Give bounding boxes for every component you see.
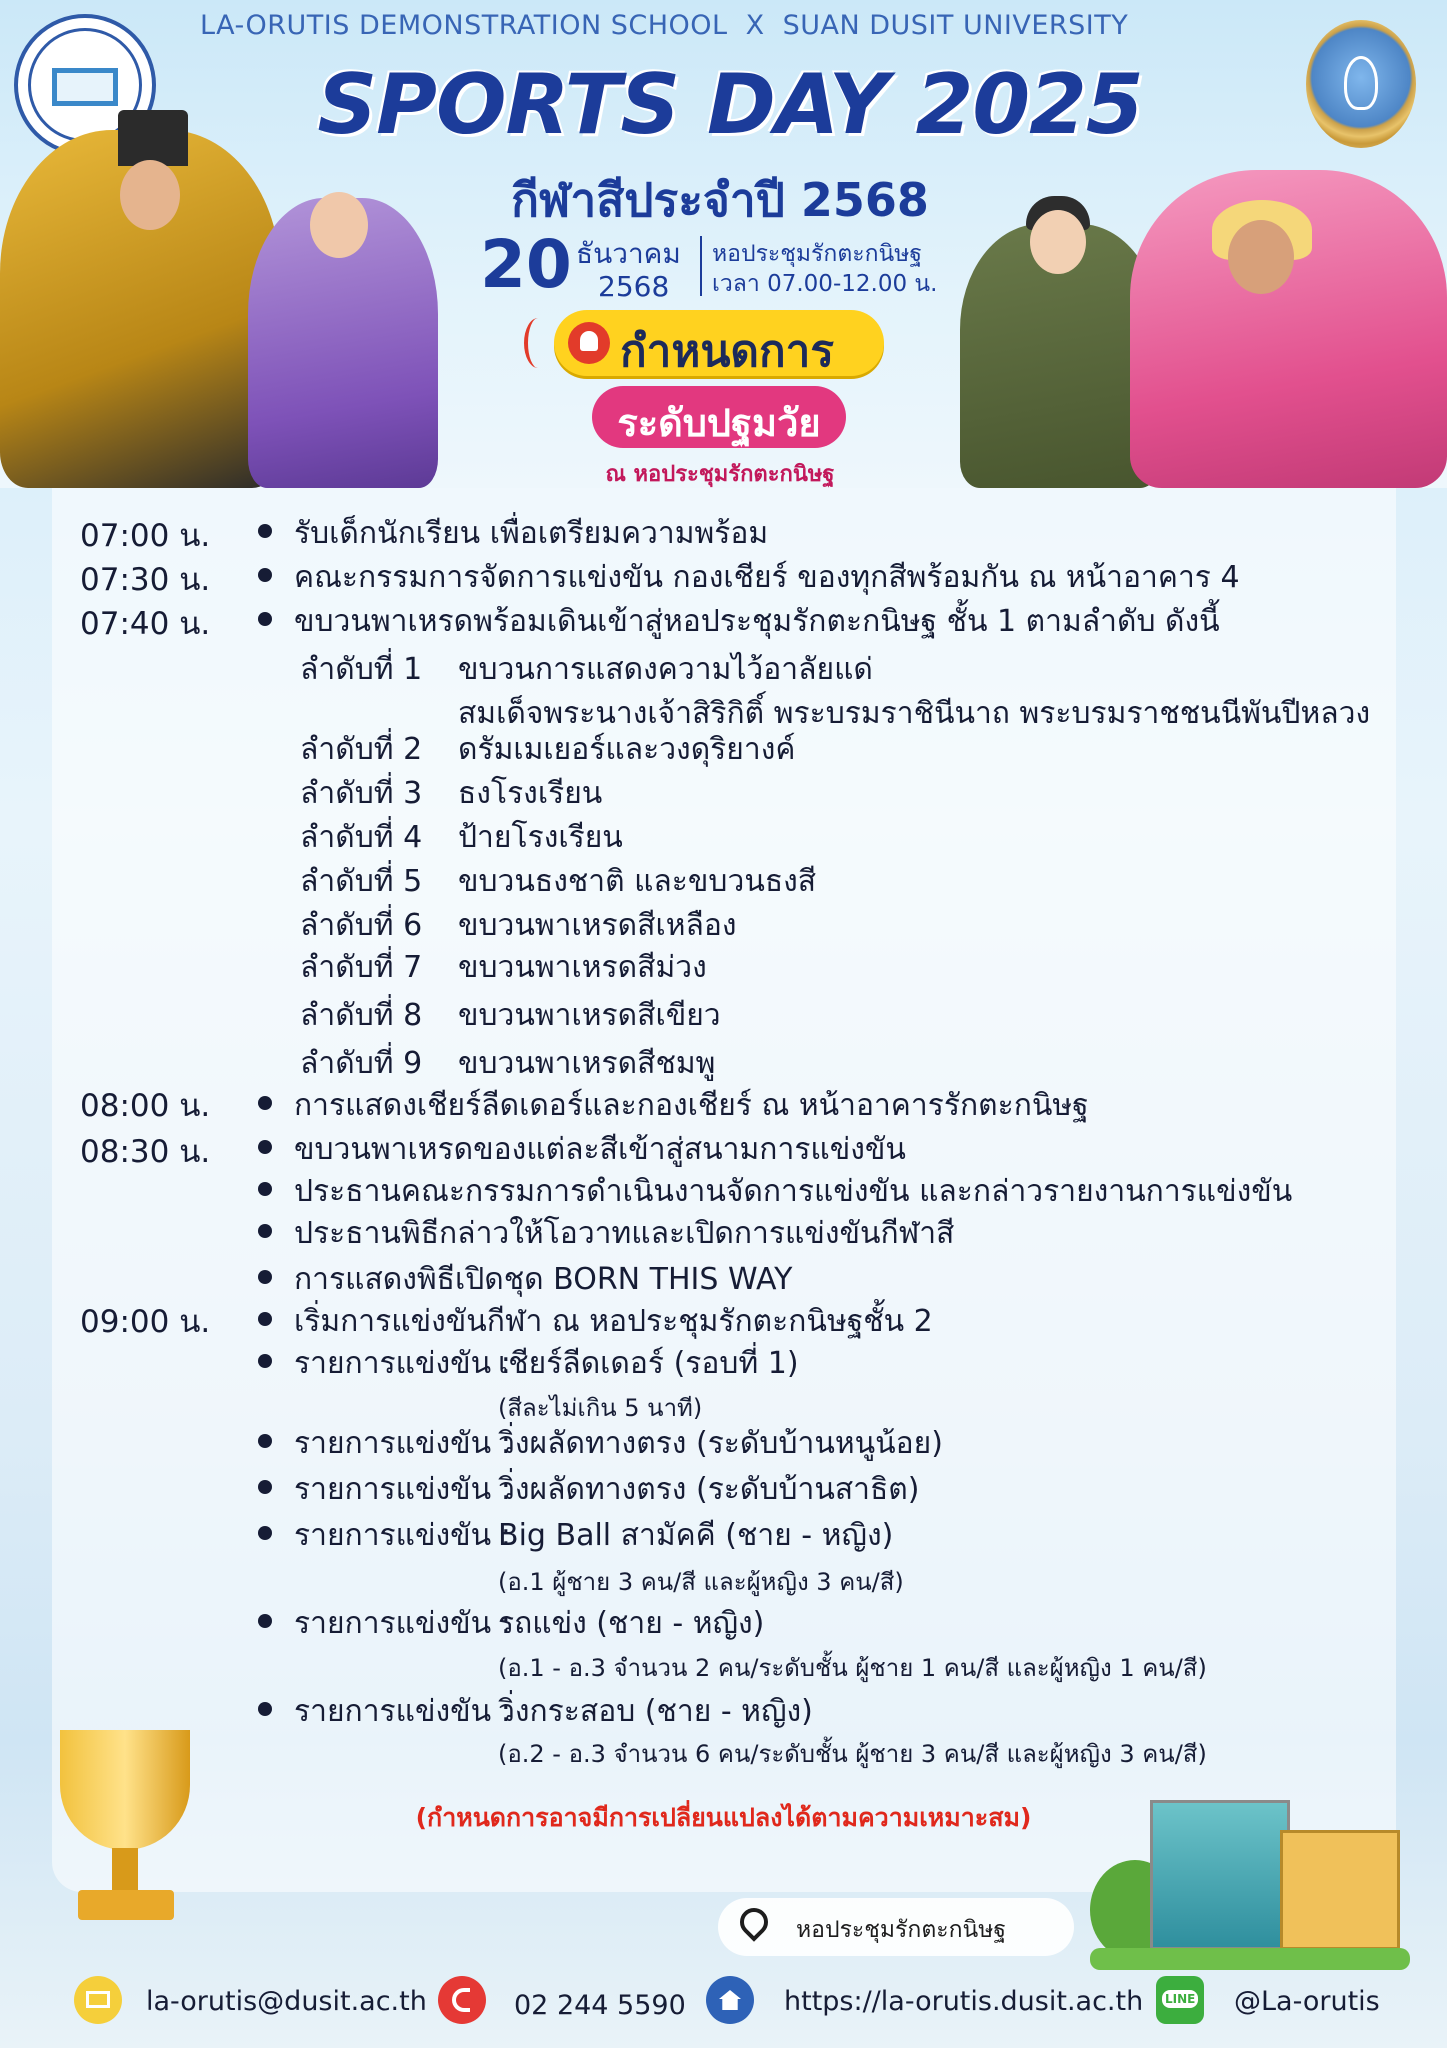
bullet <box>258 1096 272 1110</box>
competition-name: วิ่งผลัดทางตรง (ระดับบ้านสาธิต) <box>498 1472 920 1507</box>
sequence-number: ลำดับที่ 7 <box>300 950 423 985</box>
bullet <box>258 1702 272 1716</box>
sequence-desc-continued: สมเด็จพระนางเจ้าสิริกิติ์ พระบรมราชินีนาถ พระบรมราชชนนีพันปีหลวง <box>458 696 1371 731</box>
competition-note: (สีละไม่เกิน 5 นาที) <box>498 1394 703 1422</box>
sequence-number: ลำดับที่ 5 <box>300 864 423 899</box>
item-0800: การแสดงเชียร์ลีดเดอร์และกองเชียร์ ณ หน้าอาคารรักตะกนิษฐ <box>294 1088 1089 1123</box>
line-app-icon <box>1156 1976 1204 2024</box>
collab-x: X <box>745 10 765 41</box>
competition-label: รายการแข่งขัน : <box>294 1346 511 1381</box>
competition-note: (อ.1 - อ.3 จำนวน 2 คน/ระดับชั้น ผู้ชาย 1 คน/สี และผู้หญิง 1 คน/สี) <box>498 1654 1207 1682</box>
event-time: เวลา 07.00-12.00 น. <box>712 271 938 297</box>
bullet <box>258 568 272 582</box>
sequence-desc: ขบวนการแสดงความไว้อาลัยแด่ <box>458 652 873 687</box>
sequence-desc: ขบวนพาเหรดสีเหลือง <box>458 908 737 943</box>
item-0740: ขบวนพาเหรดพร้อมเดินเข้าสู่หอประชุมรักตะกนิษฐ ชั้น 1 ตามลำดับ ดังนี้ <box>294 604 1220 639</box>
competition-note: (อ.1 ผู้ชาย 3 คน/สี และผู้หญิง 3 คน/สี) <box>498 1568 904 1596</box>
sequence-desc: ขบวนพาเหรดสีชมพู <box>458 1046 716 1081</box>
email-link[interactable]: la-orutis@dusit.ac.th <box>146 1986 427 2017</box>
phone-link[interactable]: 02 244 5590 <box>514 1990 686 2021</box>
schedule-label: กำหนดการ <box>620 326 834 377</box>
event-date-year: 2568 <box>598 270 670 303</box>
bullet <box>258 1182 272 1196</box>
sequence-desc: ธงโรงเรียน <box>458 776 603 811</box>
item-0900: เริ่มการแข่งขันกีฬา ณ หอประชุมรักตะกนิษฐชั้น 2 <box>294 1304 933 1339</box>
time-0740: 07:40 น. <box>80 606 211 642</box>
home-icon <box>706 1976 754 2024</box>
trophy-icon <box>20 1720 230 1950</box>
sequence-desc: ขบวนพาเหรดสีม่วง <box>458 950 707 985</box>
bullet <box>258 612 272 626</box>
sequence-number: ลำดับที่ 4 <box>300 820 423 855</box>
sequence-number: ลำดับที่ 9 <box>300 1046 423 1081</box>
time-0900: 09:00 น. <box>80 1304 211 1340</box>
event-date-day: 20 <box>480 226 572 303</box>
line-link[interactable]: @La-orutis <box>1234 1986 1380 2017</box>
sequence-number: ลำดับที่ 1 <box>300 652 423 687</box>
competition-name: วิ่งกระสอบ (ชาย - หญิง) <box>498 1694 813 1729</box>
item-0830: ขบวนพาเหรดของแต่ละสีเข้าสู่สนามการแข่งขัน <box>294 1132 906 1167</box>
event-venue: หอประชุมรักตะกนิษฐ <box>712 241 923 267</box>
sequence-number: ลำดับที่ 6 <box>300 908 423 943</box>
time-0700: 07:00 น. <box>80 518 211 554</box>
building-illustration <box>1090 1780 1410 1970</box>
bullet <box>258 1614 272 1628</box>
bullet <box>258 1224 272 1238</box>
sequence-desc: ป้ายโรงเรียน <box>458 820 623 855</box>
item-0830: ประธานพิธีกล่าวให้โอวาทและเปิดการแข่งขันกีฬาสี <box>294 1216 955 1251</box>
university-name: SUAN DUSIT UNIVERSITY <box>782 10 1129 41</box>
competition-label: รายการแข่งขัน : <box>294 1426 511 1461</box>
bullet <box>258 1312 272 1326</box>
location-bar[interactable] <box>718 1898 1074 1956</box>
location-text: หอประชุมรักตะกนิษฐ <box>796 1917 1007 1943</box>
phone-icon <box>438 1976 486 2024</box>
sequence-number: ลำดับที่ 2 <box>300 732 423 767</box>
bullet <box>258 1480 272 1494</box>
venue-caption: ณ หอประชุมรักตะกนิษฐ <box>605 462 835 487</box>
time-0730: 07:30 น. <box>80 562 211 598</box>
sequence-number: ลำดับที่ 8 <box>300 998 423 1033</box>
event-date-month: ธันวาคม <box>576 237 681 270</box>
bullet <box>258 524 272 538</box>
bullet <box>258 1526 272 1540</box>
competition-name: รถแข่ง (ชาย - หญิง) <box>498 1606 765 1641</box>
page-title: SPORTS DAY 2025 <box>317 56 1143 153</box>
sequence-desc: ขบวนพาเหรดสีเขียว <box>458 998 721 1033</box>
sequence-desc: ขบวนธงชาติ และขบวนธงสี <box>458 864 817 899</box>
competition-name: เชียร์ลีดเดอร์ (รอบที่ 1) <box>498 1346 799 1381</box>
item-0830: การแสดงพิธีเปิดชุด BORN THIS WAY <box>294 1262 793 1297</box>
time-0830: 08:30 น. <box>80 1134 211 1170</box>
school-name: LA-ORUTIS DEMONSTRATION SCHOOL <box>200 10 728 41</box>
schedule-disclaimer: (กำหนดการอาจมีการเปลี่ยนแปลงได้ตามความเหมาะสม) <box>415 1803 1032 1832</box>
location-pin-icon <box>734 1902 774 1942</box>
page-subtitle: กีฬาสีประจำปี 2568 <box>511 173 929 227</box>
bullet <box>258 1354 272 1368</box>
bullet <box>258 1434 272 1448</box>
competition-label: รายการแข่งขัน : <box>294 1518 511 1553</box>
competition-label: รายการแข่งขัน : <box>294 1606 511 1641</box>
item-0700: รับเด็กนักเรียน เพื่อเตรียมความพร้อม <box>294 516 769 551</box>
level-label: ระดับปฐมวัย <box>617 401 821 445</box>
competition-name: วิ่งผลัดทางตรง (ระดับบ้านหนูน้อย) <box>498 1426 943 1461</box>
website-link[interactable]: https://la-orutis.dusit.ac.th <box>784 1986 1144 2017</box>
item-0830: ประธานคณะกรรมการดำเนินงานจัดการแข่งขัน และกล่าวรายงานการแข่งขัน <box>294 1174 1293 1209</box>
bullet <box>258 1270 272 1284</box>
competition-name: Big Ball สามัคคี (ชาย - หญิง) <box>498 1518 894 1553</box>
time-0800: 08:00 น. <box>80 1088 211 1124</box>
email-icon <box>74 1976 122 2024</box>
sequence-number: ลำดับที่ 3 <box>300 776 423 811</box>
bullet <box>258 1140 272 1154</box>
item-0730: คณะกรรมการจัดการแข่งขัน กองเชียร์ ของทุกสีพร้อมกัน ณ หน้าอาคาร 4 <box>294 560 1240 595</box>
competition-label: รายการแข่งขัน : <box>294 1694 511 1729</box>
competition-label: รายการแข่งขัน : <box>294 1472 511 1507</box>
competition-note: (อ.2 - อ.3 จำนวน 6 คน/ระดับชั้น ผู้ชาย 3 คน/สี และผู้หญิง 3 คน/สี) <box>498 1740 1207 1768</box>
sequence-desc: ดรัมเมเยอร์และวงดุริยางค์ <box>458 732 796 767</box>
